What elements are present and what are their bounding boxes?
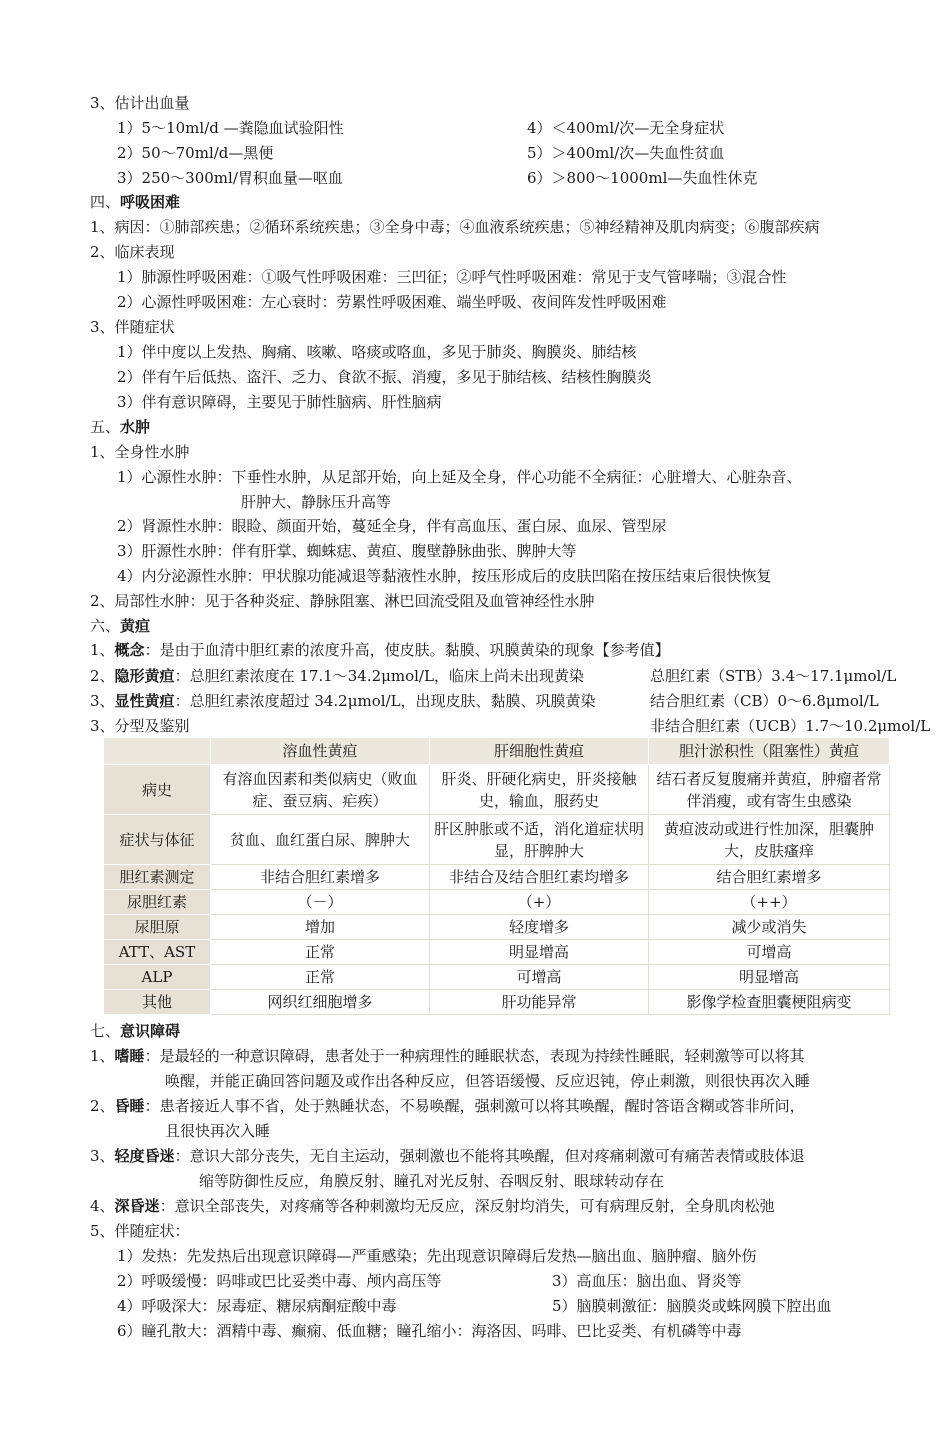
item-number: 3、 <box>90 1147 115 1165</box>
table-header-row <box>104 738 890 765</box>
paragraph: 2、局部性水肿：见于各种炎症、静脉阻塞、淋巴回流受阻及血管神经性水肿 <box>90 592 595 610</box>
definition: ：意识全部丧失，对疼痛等各种刺激均无反应，深反射均消失，可有病理反射，全身肌肉松弛 <box>159 1197 775 1215</box>
table-cell: 肝区肿胀或不适，消化道症状明显，肝脾肿大 <box>430 815 649 865</box>
list-item: 1）肺源性呼吸困难：①吸气性呼吸困难：三凹征；②呼气性呼吸困难：常见于支气管哮喘；③混合性 <box>117 268 787 286</box>
table-header-cell: 胆汁淤积性（阻塞性）黄疸 <box>649 738 890 765</box>
list-item: 1）伴中度以上发热、胸痛、咳嗽、咯痰或咯血，多见于肺炎、胸膜炎、肺结核 <box>117 343 637 361</box>
table-cell: 网织红细胞增多 <box>211 990 430 1015</box>
definition-deep-coma <box>90 1196 775 1216</box>
section-heading: 1、全身性水肿 <box>90 443 190 461</box>
row-label: 尿胆原 <box>104 915 211 940</box>
item-number: 4、 <box>90 1197 115 1215</box>
table-row <box>104 915 890 940</box>
row-label: 病史 <box>104 765 211 815</box>
table-cell: （－） <box>211 890 430 915</box>
definition-latent-jaundice <box>90 666 584 686</box>
definition-stupor <box>90 1096 805 1116</box>
item-number: 1、 <box>90 641 115 659</box>
chapter-number: 六、 <box>90 617 121 635</box>
table-cell: 结石者反复腹痛并黄疸，肿瘤者常伴消瘦，或有寄生虫感染 <box>649 765 890 815</box>
definition-continuation: 缩等防御性反应，角膜反射、瞳孔对光反射、吞咽反射、眼球转动存在 <box>199 1172 665 1190</box>
table-cell: （++） <box>649 890 890 915</box>
item-number: 2、 <box>90 1097 115 1115</box>
definition: ：总胆红素浓度在 17.1～34.2μmol/L，临床上尚未出现黄染 <box>174 667 584 685</box>
definition: ：是最轻的一种意识障碍，患者处于一种病理性的睡眠状态，表现为持续性睡眠，轻刺激等可以将其 <box>144 1047 805 1065</box>
term: 轻度昏迷 <box>114 1147 175 1165</box>
row-label: ALP <box>104 965 211 990</box>
list-item: 6）＞800～1000ml—失血性休克 <box>527 169 758 187</box>
section-heading: 3、伴随症状 <box>90 318 175 336</box>
table-cell: （+） <box>430 890 649 915</box>
definition-overt-jaundice <box>90 691 596 711</box>
table-cell: 可增高 <box>649 940 890 965</box>
table-cell: 肝功能异常 <box>430 990 649 1015</box>
table-header-cell: 肝细胞性黄疸 <box>430 738 649 765</box>
section-heading: 2、临床表现 <box>90 243 175 261</box>
chapter-number: 五、 <box>90 418 121 436</box>
definition-light-coma <box>90 1146 805 1166</box>
table-cell: 增加 <box>211 915 430 940</box>
list-item: 1）发热：先发热后出现意识障碍—严重感染；先出现意识障碍后发热—脑出血、脑肿瘤、脑外伤 <box>117 1247 757 1265</box>
chapter-title: 水肿 <box>120 418 151 436</box>
table-header-cell: 溶血性黄疸 <box>211 738 430 765</box>
table-cell: 可增高 <box>430 965 649 990</box>
list-item: 3）伴有意识障碍，主要见于肺性脑病、肝性脑病 <box>117 393 442 411</box>
term: 昏睡 <box>114 1097 145 1115</box>
list-item: 4）呼吸深大：尿毒症、糖尿病酮症酸中毒 <box>117 1297 397 1315</box>
table-cell: 非结合胆红素增多 <box>211 865 430 890</box>
table-cell: 有溶血因素和类似病史（败血症、蚕豆病、疟疾） <box>211 765 430 815</box>
jaundice-comparison-table <box>103 737 890 1015</box>
definition-continuation: 且很快再次入睡 <box>165 1122 271 1140</box>
list-item-continuation: 肝肿大、静脉压升高等 <box>241 493 392 511</box>
chapter-heading <box>90 1021 180 1041</box>
list-item: 2）心源性呼吸困难：左心衰时：劳累性呼吸困难、端坐呼吸、夜间阵发性呼吸困难 <box>117 293 667 311</box>
table-cell: 贫血、血红蛋白尿、脾肿大 <box>211 815 430 865</box>
chapter-heading <box>90 417 150 437</box>
list-item: 3）高血压：脑出血、肾炎等 <box>552 1272 742 1290</box>
section-heading: 3、估计出血量 <box>90 94 190 112</box>
definition: ：总胆红素浓度超过 34.2μmol/L，出现皮肤、黏膜、巩膜黄染 <box>174 692 596 710</box>
list-item: 6）瞳孔散大：酒精中毒、癫痫、低血糖；瞳孔缩小：海洛因、吗啡、巴比妥类、有机磷等中毒 <box>117 1322 742 1340</box>
row-label: 其他 <box>104 990 211 1015</box>
table-cell: 肝炎、肝硬化病史，肝炎接触史，输血，服药史 <box>430 765 649 815</box>
list-item: 5）脑膜刺激征：脑膜炎或蛛网膜下腔出血 <box>552 1297 832 1315</box>
list-item: 3）250～300ml/胃积血量—呕血 <box>117 169 343 187</box>
reference-value: 总胆红素（STB）3.4～17.1μmol/L <box>650 667 897 685</box>
table-cell: 结合胆红素增多 <box>649 865 890 890</box>
definition-continuation: 唤醒，并能正确回答问题及或作出各种反应，但答语缓慢、反应迟钝，停止刺激，则很快再次入睡 <box>165 1072 811 1090</box>
chapter-number: 七、 <box>90 1022 121 1040</box>
table-row <box>104 890 890 915</box>
item-number: 3、 <box>90 692 115 710</box>
term: 嗜睡 <box>114 1047 145 1065</box>
definition-concept <box>90 640 670 660</box>
table-cell: 轻度增多 <box>430 915 649 940</box>
list-item: 2）伴有午后低热、盗汗、乏力、食欲不振、消瘦，多见于肺结核、结核性胸膜炎 <box>117 368 652 386</box>
list-item: 1）5～10ml/d —粪隐血试验阳性 <box>117 119 344 137</box>
chapter-heading <box>90 192 180 212</box>
item-number: 1、 <box>90 1047 115 1065</box>
list-item: 4）内分泌源性水肿：甲状腺功能减退等黏液性水肿，按压形成后的皮肤凹陷在按压结束后很快恢复 <box>117 567 772 585</box>
term: 隐形黄疸 <box>114 667 175 685</box>
definition: ：意识大部分丧失，无自主运动，强刺激也不能将其唤醒，但对疼痛刺激可有痛苦表情或肢体退 <box>174 1147 805 1165</box>
table-row <box>104 815 890 865</box>
chapter-number: 四、 <box>90 193 121 211</box>
term: 显性黄疸 <box>114 692 175 710</box>
list-item: 2）50～70ml/d—黑便 <box>117 144 274 162</box>
table-cell: 影像学检查胆囊梗阻病变 <box>649 990 890 1015</box>
list-item: 4）＜400ml/次—无全身症状 <box>527 119 725 137</box>
term: 概念 <box>114 641 145 659</box>
list-item: 1）心源性水肿：下垂性水肿，从足部开始，向上延及全身，伴心功能不全病征：心脏增大、心脏杂音、 <box>117 468 802 486</box>
row-label: 尿胆红素 <box>104 890 211 915</box>
section-heading: 3、分型及鉴别 <box>90 717 190 735</box>
row-label: 症状与体征 <box>104 815 211 865</box>
definition: ：患者接近人事不省，处于熟睡状态，不易唤醒，强刺激可以将其唤醒，醒时答语含糊或答非所问， <box>144 1097 805 1115</box>
list-item: 2）呼吸缓慢：吗啡或巴比妥类中毒、颅内高压等 <box>117 1272 442 1290</box>
table-row <box>104 940 890 965</box>
term: 深昏迷 <box>114 1197 160 1215</box>
table-header-cell <box>104 738 211 765</box>
reference-value: 结合胆红素（CB）0～6.8μmol/L <box>650 692 879 710</box>
table-cell: 明显增高 <box>430 940 649 965</box>
table-cell: 明显增高 <box>649 965 890 990</box>
table-row <box>104 965 890 990</box>
definition: ：是由于血清中胆红素的浓度升高，使皮肤。黏膜、巩膜黄染的现象【参考值】 <box>144 641 670 659</box>
paragraph: 1、病因：①肺部疾患；②循环系统疾患；③全身中毒；④血液系统疾患；⑤神经精神及肌肉病变；⑥腹部疾病 <box>90 218 820 236</box>
row-label: ATT、AST <box>104 940 211 965</box>
row-label: 胆红素测定 <box>104 865 211 890</box>
definition-somnolence <box>90 1046 805 1066</box>
reference-value: 非结合胆红素（UCB）1.7～10.2μmol/L <box>650 717 931 735</box>
chapter-title: 意识障碍 <box>120 1022 181 1040</box>
list-item: 3）肝源性水肿：伴有肝掌、蜘蛛痣、黄疸、腹壁静脉曲张、脾肿大等 <box>117 542 577 560</box>
table-cell: 减少或消失 <box>649 915 890 940</box>
table-cell: 黄疸波动或进行性加深，胆囊肿大，皮肤瘙痒 <box>649 815 890 865</box>
table-cell: 非结合及结合胆红素均增多 <box>430 865 649 890</box>
table-row <box>104 765 890 815</box>
item-number: 2、 <box>90 667 115 685</box>
chapter-title: 呼吸困难 <box>120 193 181 211</box>
chapter-title: 黄疸 <box>120 617 151 635</box>
table-row <box>104 990 890 1015</box>
table-cell: 正常 <box>211 965 430 990</box>
list-item: 5）＞400ml/次—失血性贫血 <box>527 144 725 162</box>
section-heading: 5、伴随症状： <box>90 1222 190 1240</box>
table-cell: 正常 <box>211 940 430 965</box>
list-item: 2）肾源性水肿：眼睑、颜面开始，蔓延全身，伴有高血压、蛋白尿、血尿、管型尿 <box>117 517 667 535</box>
table-row <box>104 865 890 890</box>
chapter-heading <box>90 616 150 636</box>
